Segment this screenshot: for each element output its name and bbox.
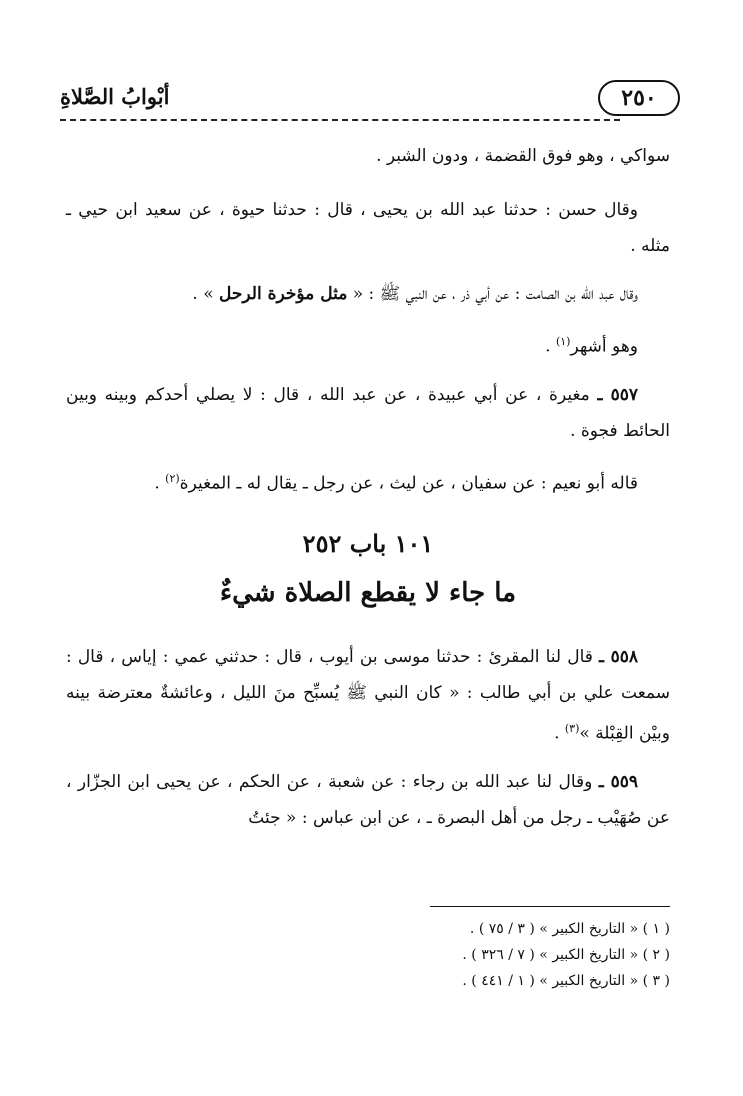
footnote-ref[interactable]: (٢): [165, 471, 180, 485]
footnote-divider: [430, 906, 670, 907]
running-title: أبْوابُ الصَّلاةِ: [60, 84, 170, 109]
footnotes: [270, 916, 670, 994]
chapter-heading: ١٠١ باب ٢٥٢: [302, 529, 434, 559]
chapter-title: ما جاء لا يقطع الصلاة شيءٌ: [219, 578, 517, 609]
hadith-number: ٥٥٩ ـ: [598, 771, 638, 792]
page-number: ٢٥٠: [598, 80, 680, 116]
quoted-phrase: مثل مؤخرة الرحل: [219, 284, 348, 304]
footnote: ( ٢ ) « التاريخ الكبير » ( ٧ / ٣٢٦ ) .: [462, 947, 670, 963]
paragraph-text: .: [554, 723, 565, 744]
paragraph-text: قال لنا المقرئ : حدثنا موسى بن أيوب ، قال : حدثني عمي : إياس ، قال : سمعت علي بن أبي طالب : « كان النبي ﷺ يُسبِّح منَ الليل ، وعائشةٌ معترضة بينه وبيْن القِبْلة »: [66, 647, 670, 744]
paragraph: [66, 324, 670, 365]
hadith-number: ٥٥٨ ـ: [598, 647, 638, 668]
paragraph-text: .: [154, 473, 166, 494]
paragraph-text: وقال عبد الله بن الصامت : عن أبي ذر ، عن النبي ﷺ : «: [347, 284, 638, 304]
hadith-paragraph: [66, 639, 670, 752]
paragraph-text: » .: [192, 284, 220, 304]
paragraph-text: وقال حسن : حدثنا عبد الله بن يحيى ، قال : حدثنا حيوة ، عن سعيد ابن حيي ـ مثله .: [66, 200, 670, 256]
hadith-paragraph: [66, 764, 670, 836]
paragraph: [66, 192, 670, 264]
paragraph-text: وقال لنا عبد الله بن رجاء : عن شعبة ، عن الحكم ، عن يحيى ابن الجزّار ، عن صُهَيْب ـ رجل من أهل البصرة ـ ، عن ابن عباس : « جئتُ: [66, 771, 670, 828]
paragraph-text: مغيرة ، عن أبي عبيدة ، عن عبد الله ، قال : لا يصلي أحدكم وبينه وبين الحائط فجوة .: [66, 384, 670, 441]
paragraph-text: قاله أبو نعيم : عن سفيان ، عن ليث ، عن رجل ـ يقال له ـ المغيرة: [179, 473, 638, 494]
paragraph: [66, 461, 670, 502]
footnote: ( ١ ) « التاريخ الكبير » ( ٣ / ٧٥ ) .: [469, 921, 670, 937]
footnote: ( ٣ ) « التاريخ الكبير » ( ١ / ٤٤١ ) .: [462, 973, 670, 989]
hadith-number: ٥٥٧ ـ: [597, 384, 638, 405]
paragraph-text: وهو أشهر: [570, 336, 638, 357]
header-divider: [60, 119, 620, 121]
paragraph-text: سواكي ، وهو فوق القضمة ، ودون الشبر .: [376, 146, 670, 166]
page-header: [60, 78, 680, 124]
body-text: [66, 138, 670, 848]
paragraph: [66, 138, 670, 174]
hadith-paragraph: [66, 377, 670, 449]
paragraph: [66, 276, 670, 312]
footnote-ref[interactable]: (٣): [564, 722, 580, 736]
footnote-ref[interactable]: (١): [555, 335, 571, 348]
paragraph-text: .: [545, 336, 556, 357]
